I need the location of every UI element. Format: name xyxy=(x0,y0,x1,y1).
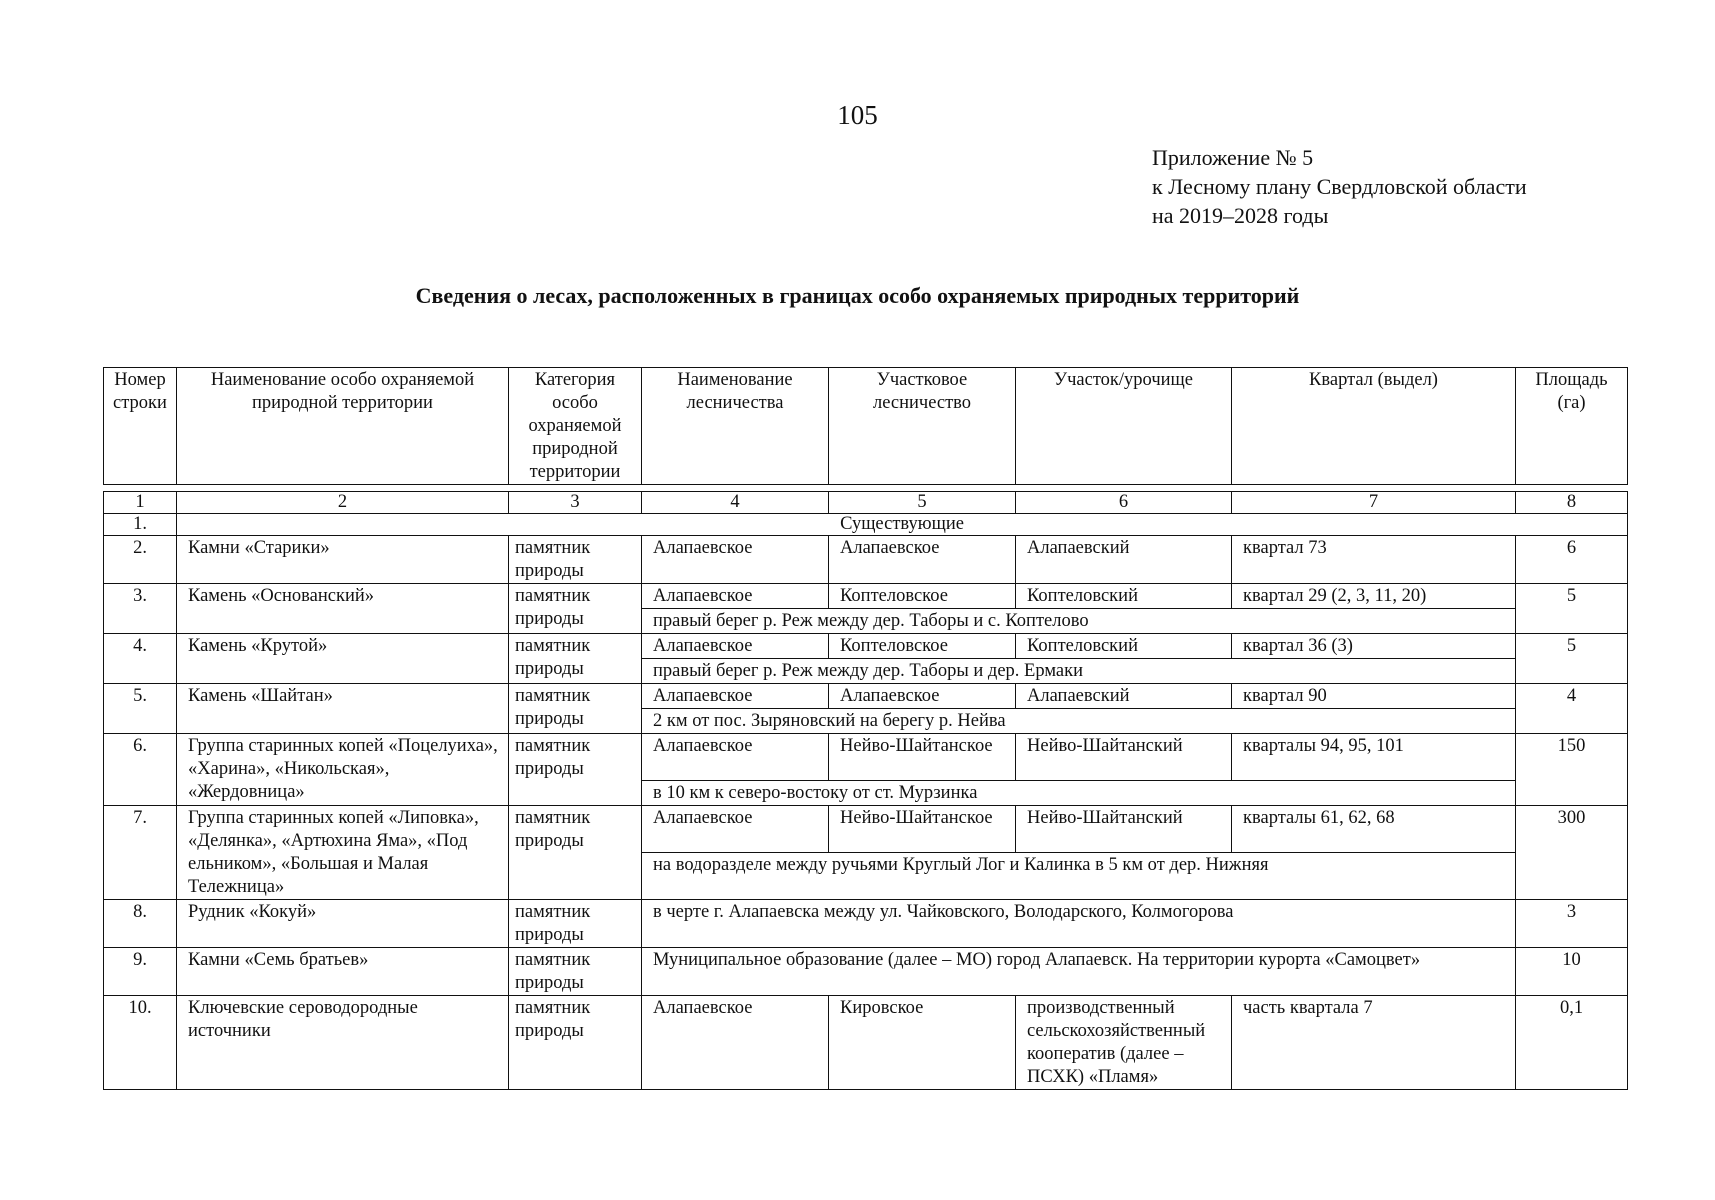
table-header-row xyxy=(104,368,1628,485)
table-row xyxy=(104,684,1628,709)
district-forestry: Алапаевское xyxy=(829,684,1016,709)
table-row xyxy=(104,806,1628,853)
area-value: 150 xyxy=(1516,734,1628,806)
area-value: 0,1 xyxy=(1516,996,1628,1090)
row-number: 8. xyxy=(104,900,177,948)
district-forestry: Алапаевское xyxy=(829,536,1016,584)
header-row-number: Номер строки xyxy=(104,368,177,485)
row-number: 10. xyxy=(104,996,177,1090)
quarter-value: кварталы 94, 95, 101 xyxy=(1232,734,1516,781)
row-number: 2. xyxy=(104,536,177,584)
district-forestry: Коптеловское xyxy=(829,584,1016,609)
header-territory-name: Наименование особо охраняемой природной территории xyxy=(177,368,509,485)
territory-name: Ключевские сероводородные источники xyxy=(177,996,509,1090)
forestry-name: Алапаевское xyxy=(642,996,829,1090)
territory-name: Камень «Шайтан» xyxy=(177,684,509,734)
forestry-name: Алапаевское xyxy=(642,734,829,781)
tract-name: Коптеловский xyxy=(1016,584,1232,609)
quarter-value: квартал 90 xyxy=(1232,684,1516,709)
document-title: Сведения о лесах, расположенных в границах особо охраняемых природных территорий xyxy=(415,283,1300,308)
tract-name: производственный сельскохозяйственный кооператив (далее – ПСХК) «Пламя» xyxy=(1016,996,1232,1090)
gap-cell xyxy=(104,485,1628,492)
appendix-line-1: Приложение № 5 xyxy=(1152,145,1314,170)
forestry-name: Алапаевское xyxy=(642,584,829,609)
column-number: 7 xyxy=(1232,492,1516,514)
territory-category: памятник природы xyxy=(509,900,642,948)
area-value: 3 xyxy=(1516,900,1628,948)
territory-name: Камни «Старики» xyxy=(177,536,509,584)
header-tract: Участок/урочище xyxy=(1016,368,1232,485)
territory-category: памятник природы xyxy=(509,948,642,996)
territory-name: Группа старинных копей «Липовка», «Делянка», «Артюхина Яма», «Под ельником», «Большая и Малая Тележница» xyxy=(177,806,509,900)
tract-name: Алапаевский xyxy=(1016,684,1232,709)
area-value: 300 xyxy=(1516,806,1628,900)
territory-category: памятник природы xyxy=(509,734,642,806)
area-value: 10 xyxy=(1516,948,1628,996)
tract-name: Нейво-Шайтанский xyxy=(1016,734,1232,781)
territory-category: памятник природы xyxy=(509,996,642,1090)
district-forestry: Нейво-Шайтанское xyxy=(829,806,1016,853)
header-quarter: Квартал (выдел) xyxy=(1232,368,1516,485)
forestry-name: Алапаевское xyxy=(642,684,829,709)
tract-name: Коптеловский xyxy=(1016,634,1232,659)
area-value: 5 xyxy=(1516,584,1628,634)
territory-name: Группа старинных копей «Поцелуиха», «Харина», «Никольская», «Жердовница» xyxy=(177,734,509,806)
area-value: 6 xyxy=(1516,536,1628,584)
section-number: 1. xyxy=(104,514,177,536)
page-number: 105 xyxy=(837,100,878,130)
table-row xyxy=(104,900,1628,948)
location-description: правый берег р. Реж между дер. Таборы и с. Коптелово xyxy=(642,609,1516,634)
forestry-name: Алапаевское xyxy=(642,806,829,853)
table-row xyxy=(104,734,1628,781)
table-row xyxy=(104,948,1628,996)
column-number: 8 xyxy=(1516,492,1628,514)
tract-name: Нейво-Шайтанский xyxy=(1016,806,1232,853)
location-description: в 10 км к северо-востоку от ст. Мурзинка xyxy=(642,781,1516,806)
row-number: 3. xyxy=(104,584,177,634)
section-row xyxy=(104,514,1628,536)
header-forestry: Наименование лесничества xyxy=(642,368,829,485)
territory-name: Камни «Семь братьев» xyxy=(177,948,509,996)
header-category: Категория особо охраняемой природной территории xyxy=(509,368,642,485)
quarter-value: квартал 73 xyxy=(1232,536,1516,584)
column-number: 5 xyxy=(829,492,1016,514)
territory-name: Камень «Крутой» xyxy=(177,634,509,684)
quarter-value: квартал 36 (3) xyxy=(1232,634,1516,659)
quarter-value: квартал 29 (2, 3, 11, 20) xyxy=(1232,584,1516,609)
table-row xyxy=(104,584,1628,609)
table-row xyxy=(104,536,1628,584)
row-number: 9. xyxy=(104,948,177,996)
area-value: 4 xyxy=(1516,684,1628,734)
district-forestry: Нейво-Шайтанское xyxy=(829,734,1016,781)
territory-category: памятник природы xyxy=(509,536,642,584)
appendix-line-2: к Лесному плану Свердловской области xyxy=(1152,174,1527,199)
territory-name: Камень «Основанский» xyxy=(177,584,509,634)
table-row xyxy=(104,634,1628,659)
row-number: 7. xyxy=(104,806,177,900)
district-forestry: Коптеловское xyxy=(829,634,1016,659)
appendix-note xyxy=(1152,143,1527,230)
district-forestry: Кировское xyxy=(829,996,1016,1090)
territory-category: памятник природы xyxy=(509,684,642,734)
header-area: Площадь (га) xyxy=(1516,368,1628,485)
row-number: 6. xyxy=(104,734,177,806)
location-description: 2 км от пос. Зыряновский на берегу р. Нейва xyxy=(642,709,1516,734)
territory-category: памятник природы xyxy=(509,806,642,900)
header-gap xyxy=(104,485,1628,492)
column-number-row xyxy=(104,492,1628,514)
quarter-value: кварталы 61, 62, 68 xyxy=(1232,806,1516,853)
location-description: в черте г. Алапаевска между ул. Чайковского, Володарского, Колмогорова xyxy=(642,900,1516,948)
forestry-name: Алапаевское xyxy=(642,634,829,659)
territory-category: памятник природы xyxy=(509,634,642,684)
appendix-line-3: на 2019–2028 годы xyxy=(1152,203,1329,228)
section-label: Существующие xyxy=(177,514,1628,536)
forestry-name: Алапаевское xyxy=(642,536,829,584)
territory-category: памятник природы xyxy=(509,584,642,634)
quarter-value: часть квартала 7 xyxy=(1232,996,1516,1090)
protected-areas-table xyxy=(103,367,1628,1090)
area-value: 5 xyxy=(1516,634,1628,684)
tract-name: Алапаевский xyxy=(1016,536,1232,584)
column-number: 6 xyxy=(1016,492,1232,514)
column-number: 1 xyxy=(104,492,177,514)
row-number: 4. xyxy=(104,634,177,684)
location-description: Муниципальное образование (далее – МО) город Алапаевск. На территории курорта «Самоцвет» xyxy=(642,948,1516,996)
column-number: 2 xyxy=(177,492,509,514)
column-number: 3 xyxy=(509,492,642,514)
header-district-forestry: Участковое лесничество xyxy=(829,368,1016,485)
territory-name: Рудник «Кокуй» xyxy=(177,900,509,948)
location-description: правый берег р. Реж между дер. Таборы и дер. Ермаки xyxy=(642,659,1516,684)
table-row xyxy=(104,996,1628,1090)
column-number: 4 xyxy=(642,492,829,514)
location-description: на водоразделе между ручьями Круглый Лог и Калинка в 5 км от дер. Нижняя xyxy=(642,853,1516,900)
row-number: 5. xyxy=(104,684,177,734)
